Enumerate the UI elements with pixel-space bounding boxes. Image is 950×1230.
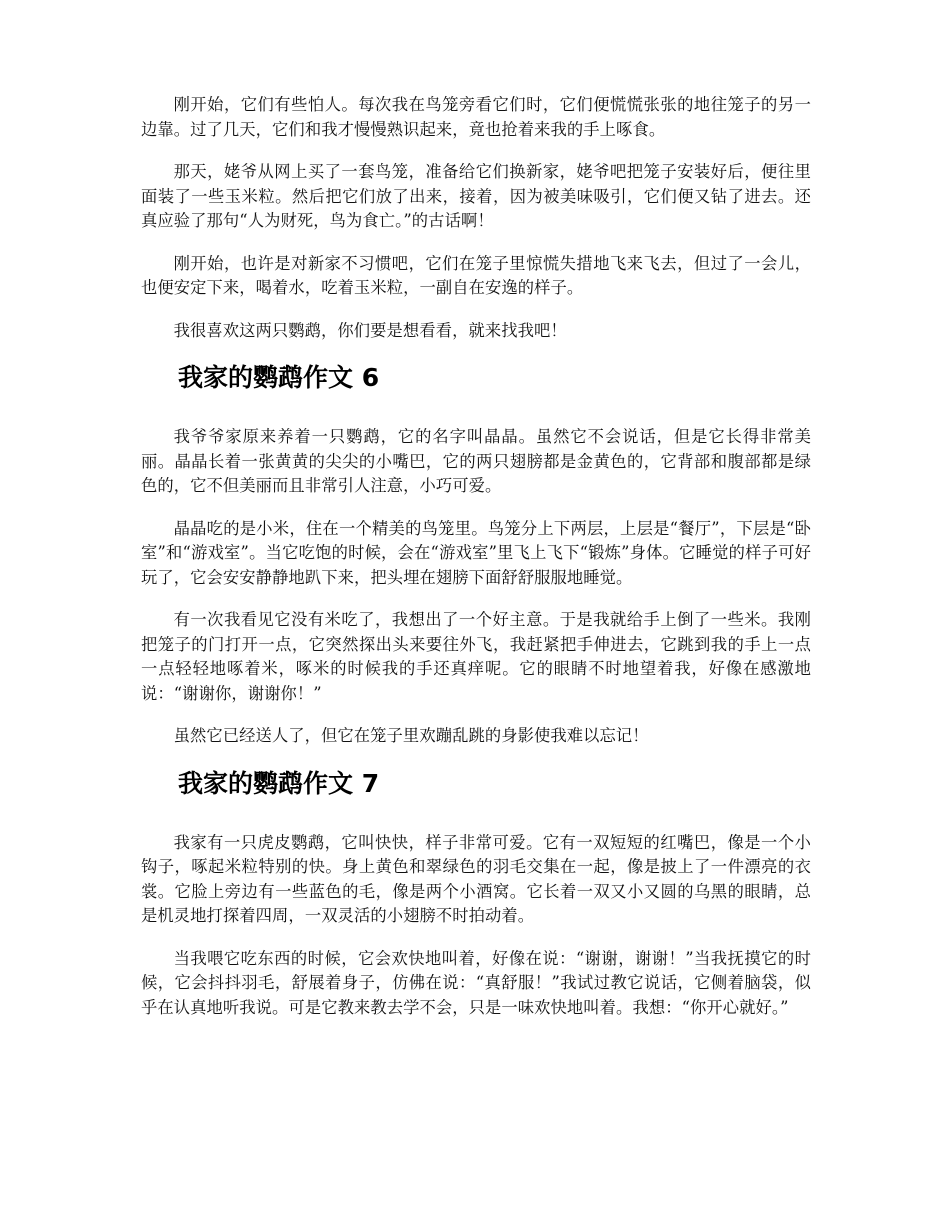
intro-paragraph-1: 刚开始，它们有些怕人。每次我在鸟笼旁看它们时，它们便慌慌张张的地往笼子的另一边靠。过了几天，它们和我才慢慢熟识起来，竟也抢着来我的手上啄食。 [141, 95, 811, 139]
section-6-paragraph-3: 有一次我看见它没有米吃了，我想出了一个好主意。于是我就给手上倒了一些米。我刚把笼子的门打开一点，它突然探出头来要往外飞，我赶紧把手伸进去，它跳到我的手上一点一点轻轻地啄着米，啄米的时候我的手还真痒呢。它的眼睛不时地望着我，好像在感激地说：“谢谢你，谢谢你！” [141, 610, 811, 703]
section-7-paragraph-1: 我家有一只虎皮鹦鹉，它叫快快，样子非常可爱。它有一双短短的红嘴巴，像是一个小钩子，啄起米粒特别的快。身上黄色和翠绿色的羽毛交集在一起，像是披上了一件漂亮的衣裳。它脸上旁边有一些蓝色的毛，像是两个小酒窝。它长着一双又小又圆的乌黑的眼睛，总是机灵地打探着四周，一双灵活的小翅膀不时拍动着。 [141, 832, 811, 925]
section-6-paragraph-1: 我爷爷家原来养着一只鹦鹉，它的名字叫晶晶。虽然它不会说话，但是它长得非常美丽。晶晶长着一张黄黄的尖尖的小嘴巴，它的两只翅膀都是金黄色的，它背部和腹部都是绿色的，它不但美丽而且非常引人注意，小巧可爱。 [141, 427, 811, 495]
intro-paragraph-4: 我很喜欢这两只鹦鹉，你们要是想看看，就来找我吧！ [173, 320, 567, 340]
section-7-title: 我家的鹦鹉作文 7 [178, 768, 380, 798]
section-6-title: 我家的鹦鹉作文 6 [178, 363, 380, 392]
section-6-paragraph-2: 晶晶吃的是小米，住在一个精美的鸟笼里。鸟笼分上下两层，上层是“餐厅”，下层是“卧室”和“游戏室”。当它吃饱的时候，会在“游戏室”里飞上飞下“锻炼”身体。它睡觉的样子可好玩了，它会安安静静地趴下来，把头埋在翅膀下面舒舒服服地睡觉。 [141, 518, 811, 587]
intro-paragraph-3: 刚开始，也许是对新家不习惯吧，它们在笼子里惊慌失措地飞来飞去，但过了一会儿，也便安定下来，喝着水，吃着玉米粒，一副自在安逸的样子。 [141, 253, 811, 297]
section-7-paragraph-2: 当我喂它吃东西的时候，它会欢快地叫着，好像在说：“谢谢，谢谢！”当我抚摸它的时候，它会抖抖羽毛，舒展着身子，仿佛在说：“真舒服！”我试过教它说话，它侧着脑袋，似乎在认真地听我说。可是它教来教去学不会，只是一味欢快地叫着。我想：“你开心就好。” [141, 948, 811, 1017]
intro-paragraph-2: 那天，姥爷从网上买了一套鸟笼，准备给它们换新家，姥爷吧把笼子安装好后，便往里面装了一些玉米粒。然后把它们放了出来，接着，因为被美味吸引，它们便又钻了进去。还真应验了那句“人为财死，鸟为食亡。”的古话啊！ [141, 162, 811, 230]
section-6-paragraph-4: 虽然它已经送人了，但它在笼子里欢蹦乱跳的身影使我难以忘记！ [173, 726, 649, 745]
document-page [141, 93, 811, 1038]
